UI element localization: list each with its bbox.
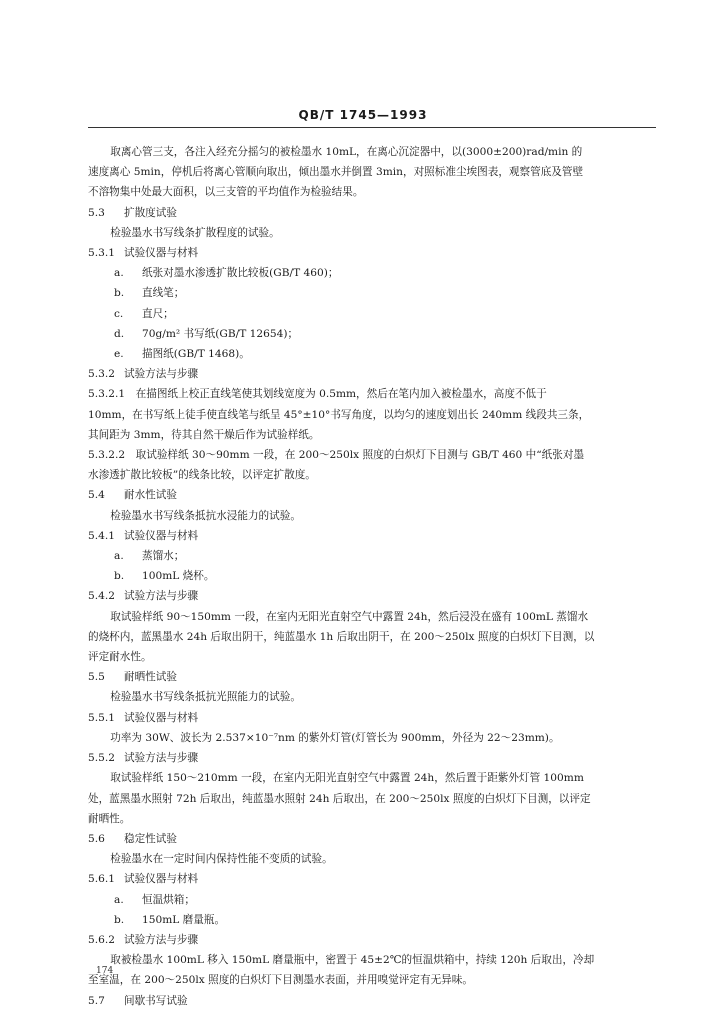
para-line: 5.3.2.2 取试验样纸 30～90mm 一段，在 200～250lx 照度的白炽灯下目测与 GB/T 460 中“纸张对墨	[88, 449, 585, 462]
section-heading: 5.3.2 试验方法与步骤	[88, 368, 199, 381]
para-line: 检验墨水书写线条抵抗光照能力的试验。	[110, 691, 301, 704]
list-item: b. 100mL 烧杯。	[114, 570, 215, 583]
para-line: 评定耐水性。	[88, 651, 152, 664]
para-line: 耐晒性。	[88, 812, 131, 825]
para-line: 至室温，在 200～250lx 照度的白炽灯下目测墨水表面，并用嗅觉评定有无异味。	[88, 974, 473, 987]
list-item: e. 描图纸(GB/T 1468)。	[114, 348, 250, 361]
para-line: 取试验样纸 150～210mm 一段，在室内无阳光直射空气中露置 24h，然后置于距紫外灯管 100mm	[110, 772, 584, 785]
section-heading: 5.5 耐晒性试验	[88, 671, 177, 684]
section-heading: 5.4.1 试验仪器与材料	[88, 529, 199, 542]
para-line: 取被检墨水 100mL 移入 150mL 磨量瓶中，密置于 45±2℃的恒温烘箱中，持续 120h 后取出，冷却	[110, 954, 595, 967]
list-item: a. 恒温烘箱；	[114, 893, 195, 906]
para-line: 功率为 30W、波长为 2.537×10⁻⁷nm 的紫外灯管(灯管长为 900mm，外径为 22～23mm)。	[110, 731, 560, 744]
para-line: 不溶物集中处最大面积，以三支管的平均值作为检验结果。	[88, 186, 364, 199]
para-line: 的烧杯内，蓝黑墨水 24h 后取出阴干，纯蓝墨水 1h 后取出阴干，在 200～250lx 照度的白炽灯下目测，以	[88, 630, 595, 643]
page-content	[88, 142, 656, 1011]
list-item: b. 直线笔；	[114, 287, 185, 300]
para-line: 其间距为 3mm，待其自然干燥后作为试验样纸。	[88, 428, 320, 441]
para-line: 处，蓝黑墨水照射 72h 后取出，纯蓝墨水照射 24h 后取出，在 200～250lx 照度的白炽灯下目测，以评定	[88, 792, 591, 805]
section-heading: 5.3 扩散度试验	[88, 206, 177, 219]
section-heading: 5.6.2 试验方法与步骤	[88, 933, 199, 946]
section-heading: 5.4.2 试验方法与步骤	[88, 590, 199, 603]
para-line: 检验墨水书写线条扩散程度的试验。	[110, 226, 280, 239]
para-line: 水渗透扩散比较板”的线条比较，以评定扩散度。	[88, 469, 316, 482]
list-item: b. 150mL 磨量瓶。	[114, 913, 226, 926]
section-heading: 5.5.1 试验仪器与材料	[88, 711, 199, 724]
section-heading: 5.5.2 试验方法与步骤	[88, 752, 199, 765]
section-heading: 5.3.1 试验仪器与材料	[88, 247, 199, 260]
section-heading: 5.6 稳定性试验	[88, 832, 177, 845]
list-item: a. 纸张对墨水渗透扩散比较板(GB/T 460)；	[114, 267, 339, 280]
page-number: 174	[96, 966, 114, 976]
para-line: 取试验样纸 90～150mm 一段，在室内无阳光直射空气中露置 24h，然后浸没在盛有 100mL 蒸馏水	[110, 610, 589, 623]
para-line: 检验墨水在一定时间内保持性能不变质的试验。	[110, 853, 333, 866]
header-rule	[88, 127, 656, 128]
para-line: 10mm，在书写纸上徒手使直线笔与纸呈 45°±10°书写角度，以均匀的速度划出长 240mm 线段共三条，	[88, 408, 590, 421]
list-item: a. 蒸馏水；	[114, 550, 185, 563]
section-heading: 5.6.1 试验仪器与材料	[88, 873, 199, 886]
section-heading: 5.7 间歇书写试验	[88, 994, 188, 1007]
para-line: 检验墨水书写线条抵抗水浸能力的试验。	[110, 509, 301, 522]
para-line: 5.3.2.1 在描图纸上校正直线笔使其划线宽度为 0.5mm，然后在笔内加入被检墨水，高度不低于	[88, 388, 547, 401]
list-item: d. 70g/m² 书写纸(GB/T 12654)；	[114, 327, 299, 340]
section-heading: 5.4 耐水性试验	[88, 489, 177, 502]
page-header: QB/T 1745—1993	[298, 108, 428, 122]
para-line: 速度离心 5min，停机后将离心管顺向取出，倾出墨水并倒置 3min，对照标准尘埃图表，观察管底及管壁	[88, 166, 584, 179]
list-item: c. 直尺；	[114, 307, 174, 320]
para-line: 取离心管三支，各注入经充分摇匀的被检墨水 10mL，在离心沉淀器中，以(3000±200)rad/min 的	[110, 146, 583, 158]
